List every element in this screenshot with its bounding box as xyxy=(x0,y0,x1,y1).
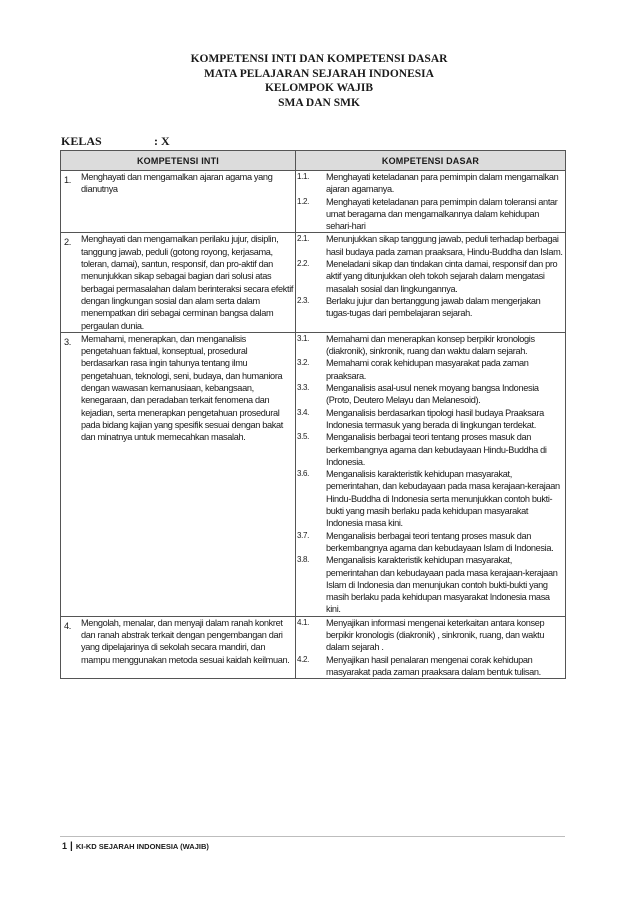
title-line-3: KELOMPOK WAJIB xyxy=(264,82,374,94)
kd-text: Menganalisis berdasarkan tipologi hasil budaya Praaksara Indonesia termasuk yang berada di lingkungan terdekat. xyxy=(326,407,544,430)
kd-number: 1.1. xyxy=(297,172,309,181)
kd-item xyxy=(296,196,565,233)
kd-number: 2.2. xyxy=(297,259,309,269)
table-row xyxy=(61,332,566,616)
table-row xyxy=(61,616,566,678)
kd-text: Menunjukkan sikap tanggung jawab, peduli terhadap berbagai hasil budaya pada zaman praaksara, Hindu-Buddha dan Islam. xyxy=(326,234,563,257)
kd-number: 3.7. xyxy=(297,530,309,540)
ki-text: Memahami, menerapkan, dan menganalisis pengetahuan faktual, konseptual, prosedural berdasarkan rasa ingin tahunya tentang ilmu pengetahuan, teknologi, seni, budaya, dan humaniora dengan wawasan kemanusiaan, kebangsaan, kenegaraan, dan peradaban terkait fenomena dan kejadian, serta menerapkan pengetahuan prosedural pada bidang kajian yang spesifik sesuai dengan bakat dan minatnya untuk memecahkan masalah. xyxy=(81,333,283,443)
kd-item xyxy=(296,468,565,529)
ki-cell xyxy=(61,616,296,678)
kd-cell xyxy=(296,332,566,616)
header-kompetensi-inti: KOMPETENSI INTI xyxy=(61,151,296,171)
kd-number: 3.3. xyxy=(297,383,309,393)
kelas-line xyxy=(61,134,170,149)
kd-number: 3.5. xyxy=(297,432,309,442)
page-footer xyxy=(60,836,565,852)
kd-text: Menganalisis karakteristik kehidupan masyarakat, pemerintahan dan kebudayaan pada masa kerajaan-kerajaan Islam di Indonesia dan menunjukan contoh bukti-bukti yang masih berlaku pada kehidupan masyarakat Indonesia masa kini. xyxy=(326,555,558,615)
kd-cell xyxy=(296,233,566,332)
kd-text: Menghayati keteladanan para pemimpin dalam toleransi antar umat beragama dan mengamalkannya dalam kehidupan sehari-hari xyxy=(326,196,558,232)
kd-text: Meneladani sikap dan tindakan cinta damai, responsif dan pro aktif yang ditunjukkan oleh tokoh sejarah dalam mengatasi masalah sosial dan lingkungannya. xyxy=(326,259,558,294)
table-row xyxy=(61,171,566,233)
page-number: 1 xyxy=(62,841,68,851)
kd-text: Memahami dan menerapkan konsep berpikir kronologis (diakronik), sinkronik, ruang dan waktu dalam sejarah. xyxy=(326,333,535,357)
kd-number: 3.2. xyxy=(297,358,309,368)
ki-number: 1. xyxy=(64,175,71,185)
kd-item xyxy=(296,530,565,555)
kd-item xyxy=(296,333,565,358)
kd-text: Menganalisis asal-usul nenek moyang bangsa Indonesia (Proto, Deutero Melayu dan Melanesoid). xyxy=(326,383,539,406)
title-line-1: KOMPETENSI INTI DAN KOMPETENSI DASAR xyxy=(190,53,448,65)
table-row xyxy=(61,233,566,332)
kd-item xyxy=(296,233,565,258)
kd-item xyxy=(296,407,565,432)
ki-number: 3. xyxy=(64,336,71,347)
kd-number: 3.1. xyxy=(297,333,309,343)
kd-item xyxy=(296,258,565,295)
ki-text: Menghayati dan mengamalkan perilaku jujur, disiplin, tanggung jawab, peduli (gotong royong, kerjasama, toleran, damai), santun, responsif, dan pro-aktif dan menunjukkan sikap sebagai bagian dari solusi atas berbagai permasalahan dalam berinteraksi secara efektif dengan lingkungan sosial dan alam serta dalam menempatkan diri sebagai cerminan bangsa dalam pergaulan dunia. xyxy=(81,234,294,331)
kelas-value: : X xyxy=(154,134,170,148)
kd-number: 4.2. xyxy=(297,654,309,664)
title-line-2: MATA PELAJARAN SEJARAH INDONESIA xyxy=(204,67,434,80)
document-title xyxy=(0,52,638,110)
kd-text: Menganalisis karakteristik kehidupan masyarakat, pemerintahan, dan kebudayaan pada masa kerajaan-kerajaan Hindu-Buddha di Indonesia serta menunjukkan contoh bukti-bukti yang masih berlaku pada kehidupan masyarakat Indonesia masa kini. xyxy=(326,469,560,529)
header-kompetensi-dasar: KOMPETENSI DASAR xyxy=(296,151,566,171)
kd-item xyxy=(296,295,565,320)
ki-number: 2. xyxy=(64,237,71,248)
kd-item xyxy=(296,617,565,654)
kd-text: Menyajikan hasil penalaran mengenai corak kehidupan masyarakat pada zaman praaksara dalam bentuk tulisan. xyxy=(326,654,541,677)
kd-item xyxy=(296,654,565,679)
kd-text: Memahami corak kehidupan masyarakat pada zaman praaksara. xyxy=(326,358,529,381)
kd-item xyxy=(296,171,565,196)
ki-number: 4. xyxy=(64,620,71,631)
competency-table xyxy=(60,150,566,679)
kd-number: 2.3. xyxy=(297,295,309,305)
ki-text: Menghayati dan mengamalkan ajaran agama yang dianutnya xyxy=(81,172,273,195)
kd-text: Menghayati keteladanan para pemimpin dalam mengamalkan ajaran agamanya. xyxy=(326,172,559,195)
kelas-label: KELAS xyxy=(61,134,102,148)
kd-number: 2.1. xyxy=(297,234,309,244)
footer-text: KI-KD SEJARAH INDONESIA (WAJIB) xyxy=(75,842,209,851)
ki-cell xyxy=(61,233,296,332)
kd-text: Menganalisis berbagai teori tentang proses masuk dan berkembangnya agama dan kebudayaan Hindu-Buddha di Indonesia. xyxy=(326,432,547,467)
kd-item xyxy=(296,357,565,382)
footer-divider: | xyxy=(70,841,73,852)
kd-cell xyxy=(296,616,566,678)
kd-item xyxy=(296,554,565,615)
kd-number: 3.6. xyxy=(297,469,309,479)
ki-text: Mengolah, menalar, dan menyaji dalam ranah konkret dan ranah abstrak terkait dengan pengembangan dari yang dipelajarinya di sekolah secara mandiri, dan mampu menggunakan metoda sesuai kaidah keilmuan. xyxy=(81,617,290,665)
kd-number: 4.1. xyxy=(297,617,309,627)
ki-cell xyxy=(61,171,296,233)
title-line-4: SMA DAN SMK xyxy=(278,96,360,109)
table-header-row xyxy=(61,151,566,171)
kd-number: 3.4. xyxy=(297,407,309,417)
kd-text: Berlaku jujur dan bertanggung jawab dalam mengerjakan tugas-tugas dari pembelajaran sejarah. xyxy=(326,295,541,319)
ki-cell xyxy=(61,332,296,616)
kd-number: 1.2. xyxy=(297,196,309,206)
kd-item xyxy=(296,431,565,468)
kd-cell xyxy=(296,171,566,233)
kd-number: 3.8. xyxy=(297,555,309,565)
kd-item xyxy=(296,382,565,407)
kd-text: Menganalisis berbagai teori tentang proses masuk dan berkembangnya agama dan kebudayaan Islam di Indonesia. xyxy=(326,530,554,553)
kd-text: Menyajikan informasi mengenai keterkaitan antara konsep berpikir kronologis (diakronik) , sinkronik, ruang, dan waktu dalam sejarah . xyxy=(326,617,545,653)
